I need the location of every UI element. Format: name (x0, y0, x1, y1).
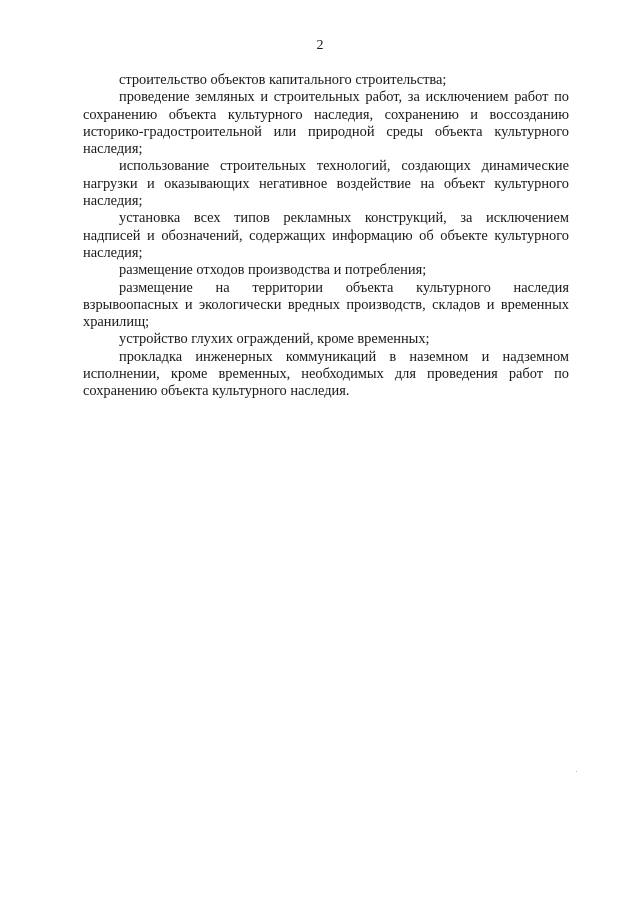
paragraph-waste-placement: размещение отходов производства и потребления; (119, 262, 427, 279)
paragraph-construction-technologies: использование строительных технологий, создающих динамические нагрузки и оказывающих негативное воздействие на объект культурного наследия; (83, 158, 569, 210)
paragraph-earthworks: проведение земляных и строительных работ, за исключением работ по сохранению объекта культурного наследия, сохранению и воссозданию историко-градостроительной или природной среды объекта культурного наследия; (83, 89, 569, 158)
document-body (83, 72, 569, 401)
paragraph-engineering-utilities: прокладка инженерных коммуникаций в наземном и надземном исполнении, кроме временных, необходимых для проведения работ по сохранению объекта культурного наследия. (83, 348, 569, 400)
paragraph-capital-construction: строительство объектов капитального строительства; (119, 72, 447, 88)
page-number: 2 (316, 38, 324, 53)
paragraph-advertising-structures: установка всех типов рекламных конструкций, за исключением надписей и обозначений, содержащих информацию об объекте культурного наследия; (83, 210, 569, 261)
paragraph-solid-fences: устройство глухих ограждений, кроме временных; (119, 331, 430, 348)
paragraph-hazardous-facilities: размещение на территории объекта культурного наследия взрывоопасных и экологически вредных производств, складов и временных хранилищ; (83, 279, 569, 331)
scan-speck (576, 771, 577, 772)
